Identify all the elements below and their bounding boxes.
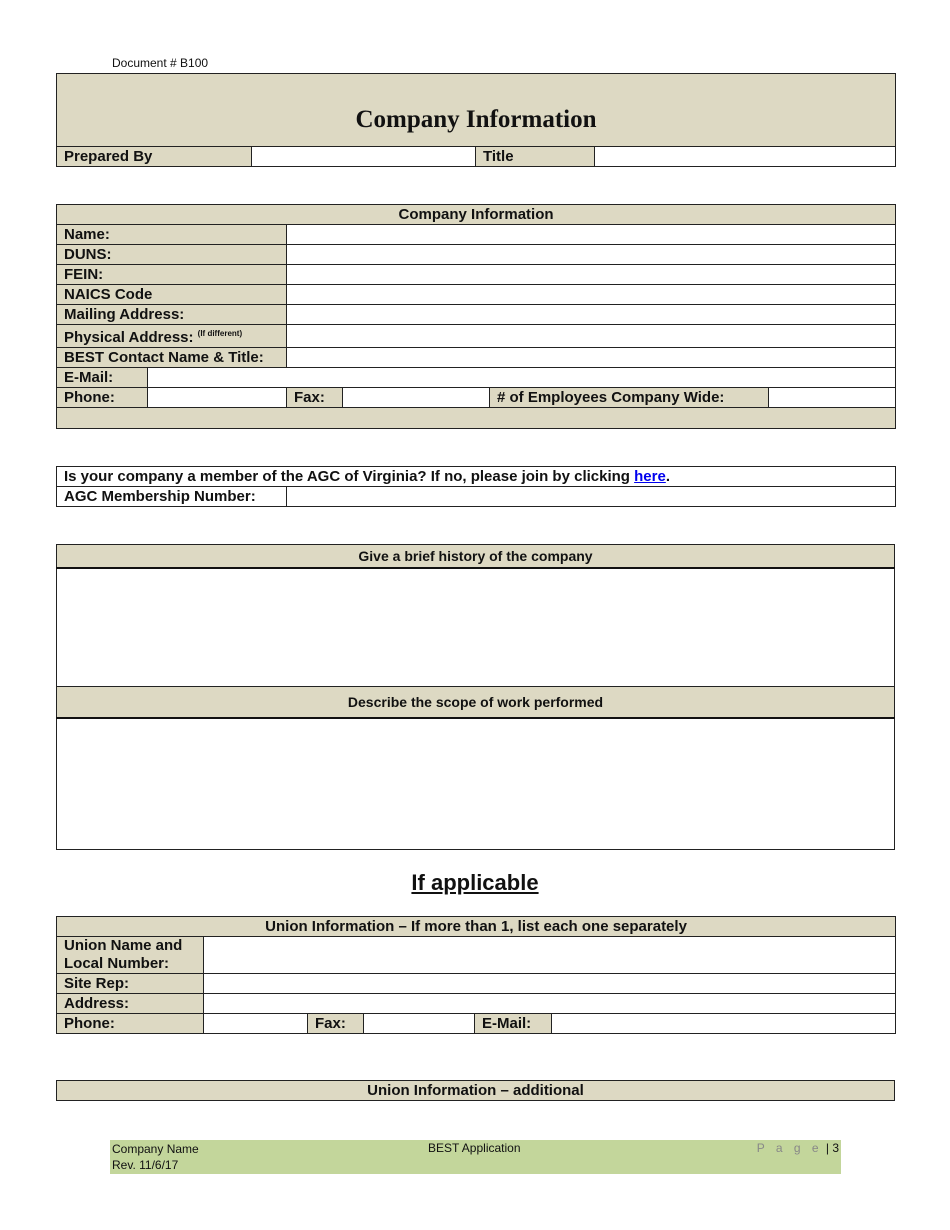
prepared-by-label: Prepared By <box>57 147 252 167</box>
duns-label: DUNS: <box>57 245 287 265</box>
footer-page-number: P a g e | 3 <box>756 1141 839 1155</box>
union-info-heading: Union Information – If more than 1, list each one separately <box>57 917 896 937</box>
employees-label: # of Employees Company Wide: <box>490 388 769 408</box>
fein-field[interactable] <box>287 265 896 285</box>
employees-field[interactable] <box>769 388 896 408</box>
physical-address-note: (If different) <box>197 329 243 338</box>
title-block <box>56 73 896 167</box>
company-info-heading: Company Information <box>57 205 896 225</box>
union-fax-label: Fax: <box>308 1014 364 1034</box>
name-field[interactable] <box>287 225 896 245</box>
history-textarea[interactable] <box>57 568 895 687</box>
agc-join-link[interactable]: here <box>634 467 666 485</box>
agc-table <box>56 466 896 507</box>
agc-membership-field[interactable] <box>287 487 896 507</box>
union-name-field[interactable] <box>204 937 896 974</box>
footer-company-name: Company Name <box>112 1142 199 1156</box>
title-field[interactable] <box>595 147 896 167</box>
physical-address-field[interactable] <box>287 325 896 348</box>
union-email-label: E-Mail: <box>475 1014 552 1034</box>
scope-textarea[interactable] <box>57 718 895 850</box>
page-footer <box>110 1140 841 1174</box>
email-label: E-Mail: <box>57 368 148 388</box>
agc-membership-label: AGC Membership Number: <box>57 487 287 507</box>
phone-field[interactable] <box>148 388 287 408</box>
duns-field[interactable] <box>287 245 896 265</box>
mailing-address-label: Mailing Address: <box>57 305 287 325</box>
scope-heading: Describe the scope of work performed <box>57 687 895 719</box>
union-phone-field[interactable] <box>204 1014 308 1034</box>
fax-label: Fax: <box>287 388 343 408</box>
union-phone-label: Phone: <box>57 1014 204 1034</box>
union-email-field[interactable] <box>552 1014 896 1034</box>
physical-address-label: Physical Address: $^{(If different)}$ <box>57 325 287 348</box>
contact-label: BEST Contact Name & Title: <box>57 348 287 368</box>
union-fax-field[interactable] <box>364 1014 475 1034</box>
document-number: Document # B100 <box>112 56 209 70</box>
footer-revision: Rev. 11/6/17 <box>112 1158 179 1172</box>
prepared-by-field[interactable] <box>252 147 476 167</box>
union-info-table <box>56 916 896 1034</box>
union-additional-table <box>56 1080 895 1101</box>
company-info-footer-band <box>57 408 896 429</box>
mailing-address-field[interactable] <box>287 305 896 325</box>
phone-label: Phone: <box>57 388 148 408</box>
company-info-table <box>56 204 896 429</box>
title-label: Title <box>476 147 595 167</box>
fein-label: FEIN: <box>57 265 287 285</box>
union-name-label: Union Name and Local Number: <box>57 937 204 974</box>
union-address-label: Address: <box>57 994 204 1014</box>
agc-question: Is your company a member of the AGC of Virginia? If no, please join by clicking here. <box>57 467 896 487</box>
contact-field[interactable] <box>287 348 896 368</box>
site-rep-field[interactable] <box>204 974 896 994</box>
history-heading: Give a brief history of the company <box>57 545 895 569</box>
site-rep-label: Site Rep: <box>57 974 204 994</box>
naics-field[interactable] <box>287 285 896 305</box>
page-title: Company Information <box>57 74 896 147</box>
union-address-field[interactable] <box>204 994 896 1014</box>
email-field[interactable] <box>148 368 896 388</box>
union-additional-heading: Union Information – additional <box>57 1081 895 1101</box>
if-applicable-heading: If applicable <box>411 870 539 895</box>
naics-label: NAICS Code <box>57 285 287 305</box>
history-scope-table <box>56 544 895 850</box>
fax-field[interactable] <box>343 388 490 408</box>
name-label: Name: <box>57 225 287 245</box>
footer-application: BEST Application <box>428 1141 521 1155</box>
